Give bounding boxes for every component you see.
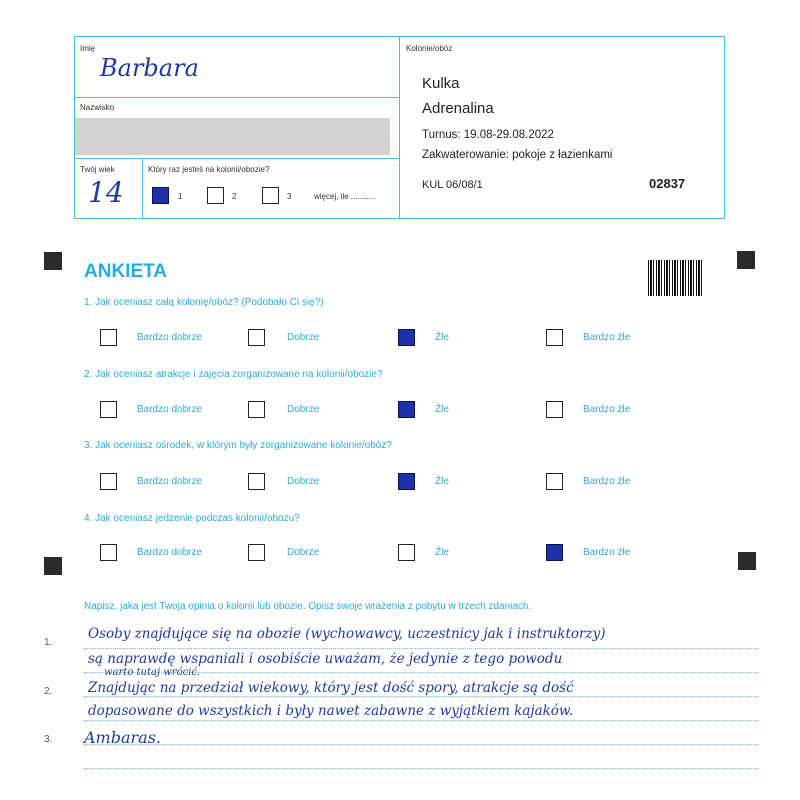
question-1-option-dobrze: Dobrze — [287, 332, 320, 343]
kolonie-name1: Kulka — [422, 75, 460, 92]
registration-marker-bottom-right — [738, 552, 756, 570]
question-4-checkbox-zle[interactable] — [398, 544, 415, 561]
question-4-option-bardzo-zle: Bardzo źle — [583, 547, 631, 558]
opinion-text-line-2[interactable]: są naprawdę wspaniali i osobiście uważam, że jedynie z tego powodu — [88, 651, 563, 667]
header-divider-imie — [74, 97, 400, 98]
imie-label: Imię — [80, 44, 96, 53]
question-2-option-dobrze: Dobrze — [287, 404, 320, 415]
registration-marker-top-right — [737, 251, 755, 269]
question-2-option-bardzo-dobrze: Bardzo dobrze — [137, 404, 203, 415]
question-2-checkbox-zle[interactable] — [398, 401, 415, 418]
answer-line-6 — [84, 768, 758, 769]
question-2-checkbox-bardzo-zle[interactable] — [546, 401, 563, 418]
question-3-checkbox-bardzo-zle[interactable] — [546, 473, 563, 490]
ktory-raz-option-3: 3 — [287, 192, 292, 201]
barcode — [648, 260, 702, 296]
question-1-option-bardzo-zle: Bardzo źle — [583, 332, 631, 343]
kolonie-name2: Adrenalina — [422, 100, 494, 117]
opinion-text-line-3[interactable]: warto tutaj wrócić. — [104, 667, 201, 678]
question-4-checkbox-bardzo-dobrze[interactable] — [100, 544, 117, 561]
question-1-checkbox-zle[interactable] — [398, 329, 415, 346]
ktory-raz-option-1: 1 — [178, 192, 183, 201]
line-number-3: 3. — [44, 734, 53, 745]
question-3-checkbox-zle[interactable] — [398, 473, 415, 490]
question-3-checkbox-bardzo-dobrze[interactable] — [100, 473, 117, 490]
question-3-option-bardzo-dobrze: Bardzo dobrze — [137, 476, 203, 487]
opinion-text-line-5[interactable]: dopasowane do wszystkich i były nawet zabawne z wyjątkiem kajaków. — [88, 703, 574, 719]
zakwaterowanie: Zakwaterowanie: pokoje z łazienkami — [422, 149, 613, 161]
wiek-value[interactable]: 14 — [88, 176, 124, 209]
imie-value[interactable]: Barbara — [100, 54, 199, 82]
question-4-checkbox-bardzo-zle[interactable] — [546, 544, 563, 561]
question-4-option-bardzo-dobrze: Bardzo dobrze — [137, 547, 203, 558]
question-4-option-zle: Źle — [435, 547, 449, 558]
question-2-checkbox-dobrze[interactable] — [248, 401, 265, 418]
question-3-option-dobrze: Dobrze — [287, 476, 320, 487]
question-3-option-bardzo-zle: Bardzo źle — [583, 476, 631, 487]
header-divider-wiek — [142, 158, 143, 218]
turnus: Turnus: 19.08-29.08.2022 — [422, 129, 554, 141]
question-2-option-bardzo-zle: Bardzo źle — [583, 404, 631, 415]
survey-title: ANKIETA — [84, 261, 168, 282]
wiek-label: Twój wiek — [80, 165, 115, 174]
question-1-checkbox-dobrze[interactable] — [248, 329, 265, 346]
header-divider-nazwisko — [74, 158, 400, 159]
form-number: 02837 — [649, 176, 686, 191]
question-2-checkbox-bardzo-dobrze[interactable] — [100, 401, 117, 418]
nazwisko-redacted — [75, 118, 390, 155]
question-1-checkbox-bardzo-dobrze[interactable] — [100, 329, 117, 346]
answer-line-5 — [84, 744, 758, 745]
line-number-1: 1. — [44, 637, 53, 648]
question-1-option-bardzo-dobrze: Bardzo dobrze — [137, 332, 203, 343]
question-2-option-zle: Źle — [435, 404, 449, 415]
opinion-text-line-6[interactable]: Ambaras. — [84, 728, 161, 747]
kolonie-code: KUL 06/08/1 — [422, 179, 483, 191]
question-4-checkbox-dobrze[interactable] — [248, 544, 265, 561]
ktory-raz-option-2: 2 — [232, 192, 237, 201]
question-2-text: 2. Jak oceniasz atrakcje i zajęcia zorganizowane na kolonii/obozie? — [84, 369, 383, 380]
question-4-text: 4. Jak oceniasz jedzenie podczas kolonii/obozu? — [84, 513, 300, 524]
answer-line-1 — [84, 648, 758, 649]
registration-marker-bottom-left — [44, 557, 62, 575]
nazwisko-label: Nazwisko — [80, 103, 115, 112]
opinion-text-line-4[interactable]: Znajdując na przedział wiekowy, który jest dość spory, atrakcje są dość — [88, 680, 574, 696]
ktory-raz-checkbox-3[interactable] — [262, 187, 279, 204]
answer-line-4 — [84, 720, 758, 721]
header-divider-vertical — [399, 36, 400, 218]
question-3-option-zle: Źle — [435, 476, 449, 487]
registration-marker-top-left — [44, 252, 62, 270]
question-1-text: 1. Jak oceniasz całą kolonię/obóz? (Podobało Ci się?) — [84, 297, 324, 308]
ktory-raz-checkbox-2[interactable] — [207, 187, 224, 204]
line-number-2: 2. — [44, 686, 53, 697]
question-4-option-dobrze: Dobrze — [287, 547, 320, 558]
question-1-checkbox-bardzo-zle[interactable] — [546, 329, 563, 346]
question-3-text: 3. Jak oceniasz ośrodek, w którym były zorganizowane kolonie/obóz? — [84, 440, 392, 451]
question-3-checkbox-dobrze[interactable] — [248, 473, 265, 490]
opinion-prompt: Napisz, jaka jest Twoja opinia o kolonii lub obozie. Opisz swoje wrażenia z pobytu w trzech zdaniach. — [84, 601, 532, 612]
kolonie-label: Kolonie/obóz — [406, 44, 453, 53]
opinion-text-line-1[interactable]: Osoby znajdujące się na obozie (wychowawcy, uczestnicy jak i instruktorzy) — [88, 626, 606, 642]
ktory-raz-label: Który raz jesteś na kolonii/obozie? — [148, 165, 270, 174]
question-1-option-zle: Źle — [435, 332, 449, 343]
answer-line-3 — [84, 696, 758, 697]
ktory-raz-checkbox-1[interactable] — [152, 187, 169, 204]
ktory-raz-more: więcej, ile ........... — [314, 192, 376, 201]
